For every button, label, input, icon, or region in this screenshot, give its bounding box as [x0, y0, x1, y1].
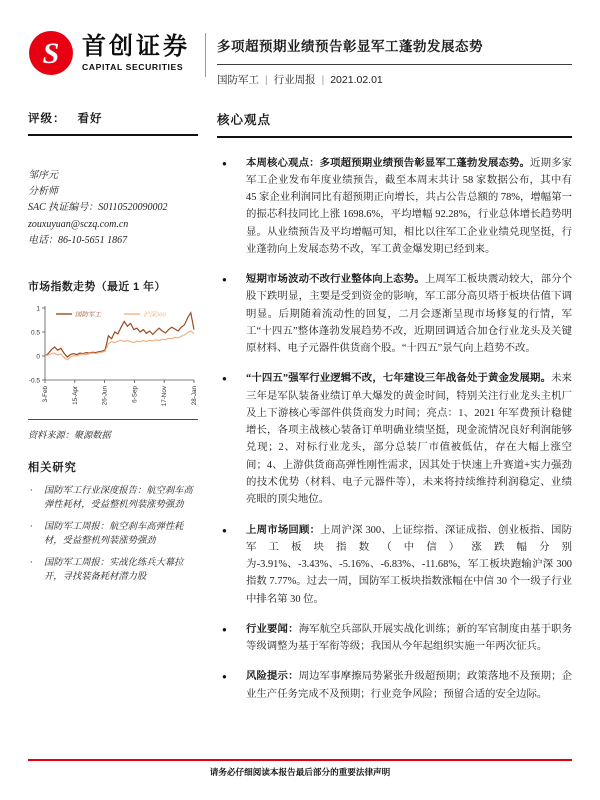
svg-text:6-Sep: 6-Sep — [131, 385, 139, 403]
svg-text:1: 1 — [36, 305, 40, 313]
bullet-list — [217, 155, 572, 703]
core-view-bullet — [217, 370, 572, 508]
bullet-icon: ● — [222, 672, 227, 682]
chart-box — [28, 300, 198, 417]
bullet-lead: 风险提示： — [246, 671, 299, 683]
rating-label: 评级： — [28, 113, 66, 125]
bullet-lead: 上周市场回顾： — [246, 524, 321, 536]
svg-text:17-Nov: 17-Nov — [161, 385, 169, 407]
rating-value: 看好 — [77, 113, 103, 125]
bullet-icon: ● — [222, 275, 227, 285]
bullet-text — [246, 155, 572, 259]
svg-text:26-Jun: 26-Jun — [101, 385, 109, 406]
list-dot-icon: · — [30, 557, 33, 568]
svg-text:0: 0 — [36, 353, 40, 361]
analyst-title: 分析师 — [28, 186, 58, 198]
related-research-text: 国防军工周报：实战化练兵大幕拉开，寻找装备耗材潜力股 — [44, 557, 184, 582]
meta-item: 2021.02.01 — [330, 74, 383, 86]
bullet-text — [246, 370, 572, 508]
data-source: 资料来源：聚源数据 — [28, 429, 111, 440]
bullet-icon: ● — [222, 624, 227, 634]
brand-name-en: CAPITAL SECURITIES — [82, 61, 184, 72]
rating-row — [28, 110, 198, 126]
svg-text:0.5: 0.5 — [30, 329, 40, 337]
related-research-text: 国防军工周报：航空刹车高弹性耗材，受益整机列装涨势强劲 — [44, 521, 184, 547]
bullet-body: 海军航空兵部队开展实战化训练；新的军官制度由基于职务等级调整为基于军衔等级；我国从今年起组织实施一年两次征兵。 — [246, 623, 573, 653]
bullet-icon: ● — [222, 158, 227, 168]
analyst-sac-number: SAC 执证编号：S0110520090002 — [28, 202, 168, 214]
svg-text:-0.5: -0.5 — [28, 377, 40, 385]
footer-disclaimer: 请务必仔细阅读本报告最后部分的重要法律声明 — [209, 767, 391, 777]
core-view-bullet — [217, 621, 572, 656]
svg-text:沪深300: 沪深300 — [143, 311, 166, 319]
chart-rule — [28, 419, 198, 420]
core-view-bullet — [217, 522, 572, 608]
core-view-bullet — [217, 271, 572, 357]
header-title-block — [217, 35, 572, 87]
bullet-text — [246, 522, 572, 608]
core-view-bullet — [217, 668, 572, 703]
svg-text:S: S — [42, 37, 60, 70]
bullet-text — [246, 668, 572, 703]
main-content — [217, 110, 572, 716]
analyst-email: zouxuyuan@sczq.com.cn — [28, 218, 129, 230]
svg-text:28-Jan: 28-Jan — [191, 385, 198, 406]
bullet-body: 上周沪深 300、上证综指、深证成指、创业板指、国防军工板块指数（中信）涨跌幅分别为-3.91%、-3.43%、-5.16%、-6.83%、-11.68%，军工板块跑输沪深 300 指数 7.77%。过去一周，国防军工板块指数涨幅在中信 30 个一级子行业中排名第 30 位。 — [246, 524, 572, 605]
related-research-list — [28, 484, 198, 584]
bullet-body: 未来三年是军队装备业绩订单大爆发的黄金时间，特别关注行业龙头主机厂及上下游核心零部件供货商发力时间；亮点：1、2021 年军费预计稳健增长，各项主战核心装备订单明确业绩坚挺，现金流情况良好利润能够兑现；2、对标行业龙头，部分总装厂市值被低估，存在大幅上涨空间；4、上游供货商高弹性刚性需求，因其处于快速上升赛道+实力强劲的技术优势（材料、电子元器件等），未来将持续维持利润稳定、业绩亮眼的顶尖地位。 — [246, 373, 573, 506]
report-meta: 国防军工 | 行业周报 | 2021.02.01 — [217, 74, 383, 86]
report-title: 多项超预期业绩预告彰显军工蓬勃发展态势 — [217, 39, 483, 54]
bullet-lead: 本周核心观点：多项超预期业绩预告彰显军工蓬勃发展态势。 — [246, 157, 531, 169]
related-research-text: 国防军工行业深度报告：航空刹车高弹性耗材，受益整机列装涨势强劲 — [44, 485, 193, 511]
section-title: 核心观点 — [217, 113, 272, 127]
brand-name-cn: 首创证券 — [82, 32, 190, 60]
analyst-phone: 电话：86-10-5651 1867 — [28, 234, 128, 246]
brand-emblem-icon — [28, 30, 74, 76]
header-divider — [205, 33, 206, 77]
bullet-text — [246, 271, 572, 357]
related-research-item — [28, 556, 198, 585]
market-chart — [28, 300, 198, 412]
related-research-item — [28, 484, 198, 513]
chart-title: 市场指数走势（最近 1 年） — [28, 280, 166, 293]
svg-text:15-Apr: 15-Apr — [71, 385, 79, 405]
bullet-lead: 短期市场波动不改行业整体向上态势。 — [246, 274, 425, 286]
section-rule — [217, 136, 572, 138]
related-research-title: 相关研究 — [28, 461, 77, 474]
analyst-block — [28, 168, 198, 249]
meta-item: 国防军工 — [217, 74, 259, 86]
bullet-lead: “十四五”强军行业逻辑不改，七年建设三年战备处于黄金发展期。 — [246, 373, 552, 385]
brand-logo — [28, 30, 190, 76]
bullet-icon: ● — [222, 374, 227, 384]
bullet-icon: ● — [222, 525, 227, 535]
list-dot-icon: · — [30, 521, 33, 532]
footer — [28, 759, 572, 778]
list-dot-icon: · — [30, 485, 33, 496]
analyst-name: 邹序元 — [28, 170, 58, 181]
bullet-lead: 行业要闻： — [246, 623, 299, 635]
svg-text:3-Feb: 3-Feb — [42, 385, 49, 403]
title-rule — [217, 64, 572, 65]
sidebar — [28, 110, 198, 591]
brand-wordmark — [82, 32, 190, 72]
meta-item: 行业周报 — [273, 74, 316, 86]
bullet-text — [246, 621, 572, 656]
core-view-bullet — [217, 155, 572, 259]
footer-rule — [28, 759, 572, 761]
bullet-body: 周边军事摩擦局势紧张升级超预期；政策落地不及预期；企业生产任务完成不及预期；行业竞争风险；预留合适的安全边际。 — [246, 671, 573, 700]
bullet-body: 上周军工板块震动较大，部分个股下跌明显，主要是受到资金的影响，军工部分高贝塔于板块估值下调明显。后期随着流动性的回复，二月会逐渐呈现市场修复的行情，军工“十四五”整体蓬勃发展趋势不改，近期回调适合加仓行业龙头及关键原材料、电子元器件供货商个股。“十四五”景气向上趋势不改。 — [246, 274, 572, 355]
svg-text:国防军工: 国防军工 — [75, 311, 101, 319]
rating-rule — [28, 134, 198, 136]
related-research-item — [28, 520, 198, 549]
bullet-body: 近期多家军工企业发布年度业绩预告，截至本周末共计 58 家数据公布，其中有 45 家企业利润同比有超预期正向增长，共占公告总额的 78%，增幅第一的振芯科技同比上涨 1698.6%，平均增幅 92.28%，行业总体增长趋势明显。从业绩预告及平均增幅可知，相比以往军工企业业绩兑现坚挺，行业蓬勃向上发展态势不改，军工黄金爆发期已经到来。 — [246, 157, 572, 255]
